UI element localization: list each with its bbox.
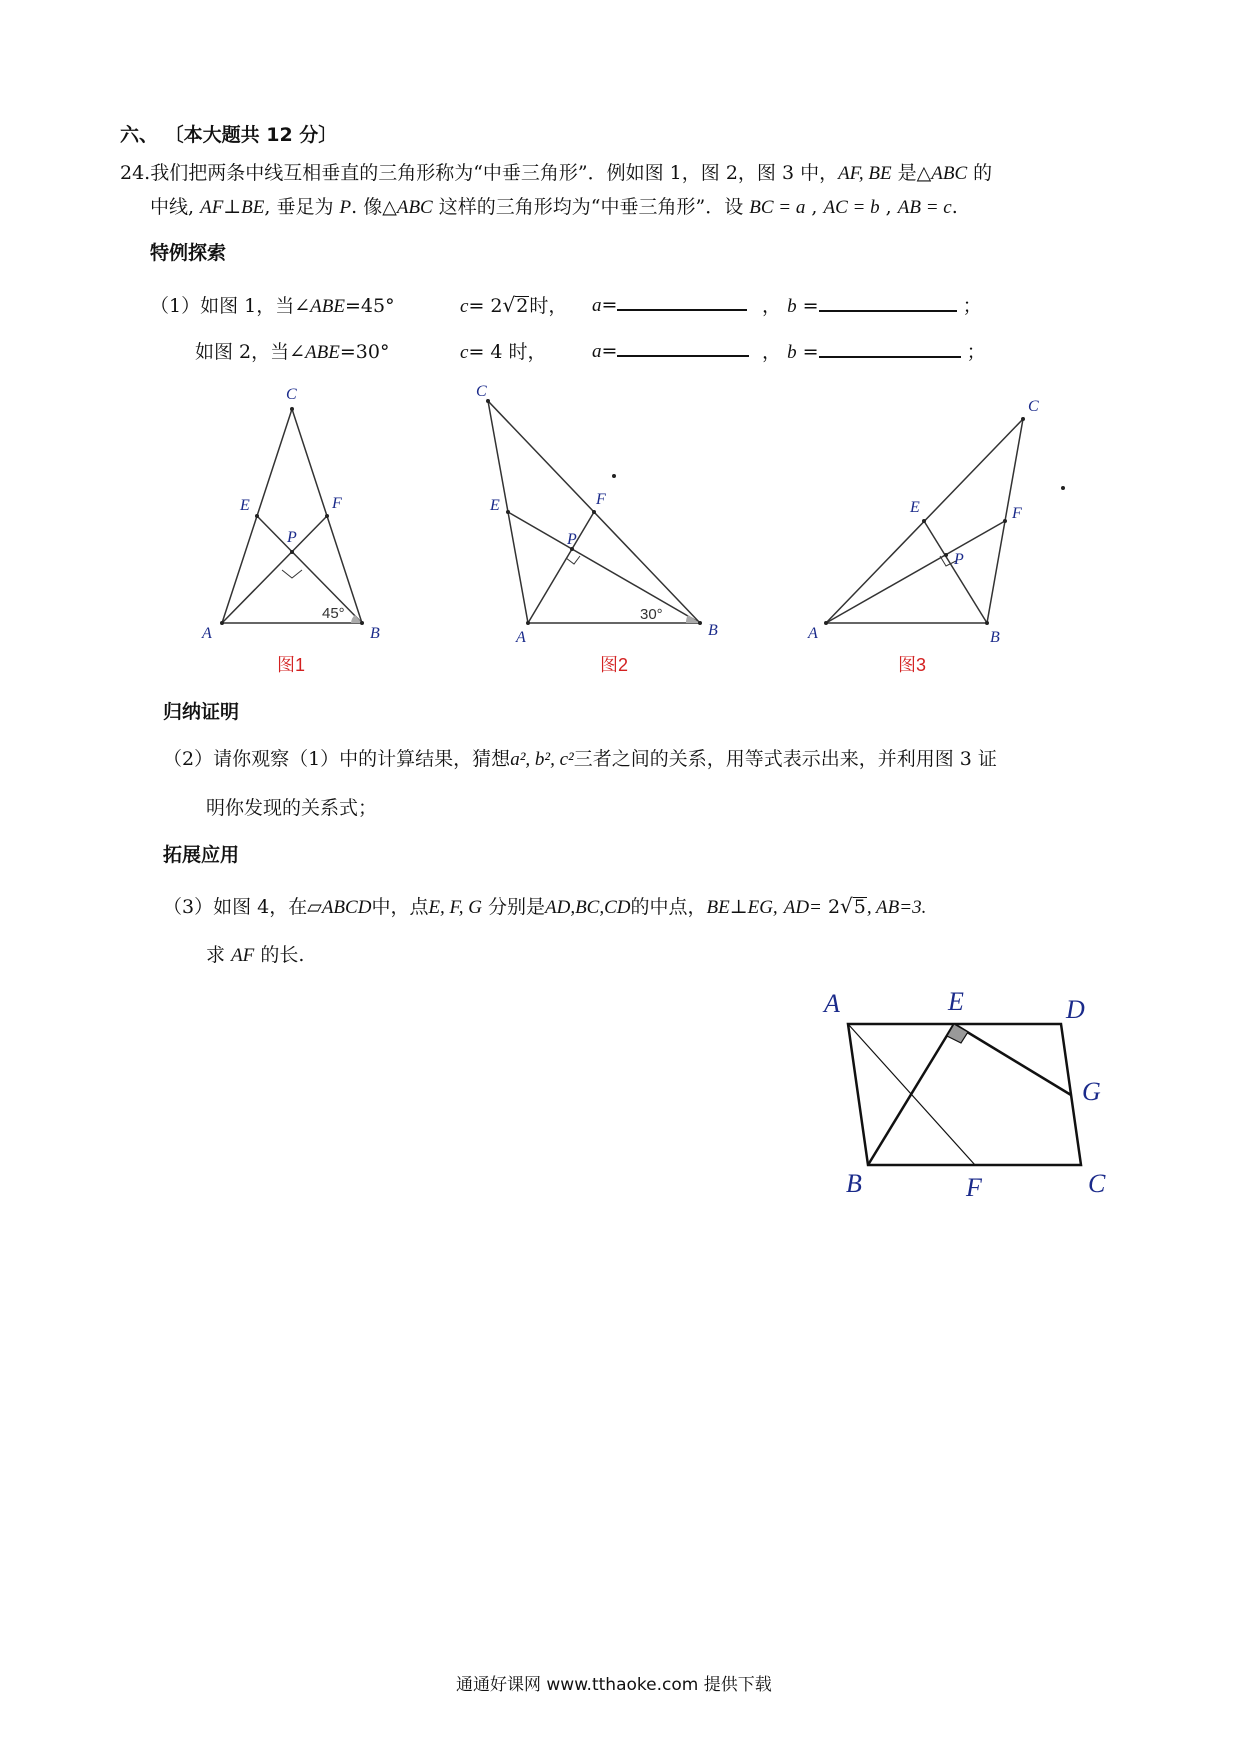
a-label-2: a <box>592 341 602 362</box>
fig3-label-p: P <box>954 551 964 568</box>
fig2-label-b: B <box>708 622 718 639</box>
fig3-label-c: C <box>1028 398 1039 415</box>
angle-30-value: =30° <box>339 341 390 363</box>
fig1-label-c: C <box>286 386 297 403</box>
fig2-label-e: E <box>490 497 500 514</box>
q3-text-2: 中，点 <box>371 896 429 918</box>
a-eq-2: = <box>601 340 618 362</box>
a-label-1: a <box>592 295 602 316</box>
fig2-label-c: C <box>476 383 487 400</box>
intro-median: 中线, <box>150 196 195 218</box>
section-heading <box>120 120 337 147</box>
fig3-label-f: F <box>1012 505 1022 522</box>
fig4-label-b: B <box>846 1169 862 1198</box>
intro-foot: , 垂足为 <box>264 196 334 218</box>
fig2-label-f: F <box>596 491 606 508</box>
footer-text: 通通好课网 www.tthaoke.com 提供下载 <box>456 1675 772 1695</box>
c-label-2: c <box>460 342 469 363</box>
b-eq-2: = <box>802 341 819 363</box>
figure-4 <box>800 985 1140 1205</box>
intro-text: 我们把两条中线互相垂直的三角形称为“中垂三角形”．例如图 1，图 2，图 3 中， <box>150 162 839 184</box>
q2-line1 <box>163 744 997 771</box>
fig1-label-b: B <box>370 625 380 642</box>
fig3-label-b: B <box>990 629 1000 646</box>
b-label-2: b <box>787 342 797 363</box>
c-label: c <box>460 296 469 317</box>
q1-line1 <box>150 291 395 318</box>
q1-c-value: c= 2√2时， <box>460 293 568 317</box>
semicolon-1: ； <box>962 295 982 317</box>
fig4-label-f: F <box>966 1173 982 1202</box>
q1-a-answer-2 <box>592 337 749 363</box>
answer-blank-b1[interactable] <box>819 292 957 312</box>
def-ab: AB = c <box>897 197 952 218</box>
fig4-label-d: D <box>1066 995 1085 1024</box>
q3-line1: （3）如图 4，在▱ABCD中，点E, F, G 分别是AD,BC,CD的中点，BE⊥EG, AD= 2√5, AB=3. <box>163 894 927 918</box>
q3-ad-coef: 2 <box>827 896 841 918</box>
q1-b-answer <box>762 291 982 318</box>
answer-blank-b2[interactable] <box>819 338 961 358</box>
fig1-label-e: E <box>240 497 250 514</box>
q3-points: E, F, G <box>428 897 482 918</box>
fig2-angle-label: 30° <box>640 606 663 623</box>
fig1-label-f: F <box>332 495 342 512</box>
q3-ask-end: 的长. <box>260 944 305 966</box>
sep-2: , <box>885 196 892 218</box>
triangle-label-2: ABC <box>396 197 433 218</box>
problem-number: 24. <box>120 162 151 184</box>
b-label-1: b <box>787 296 797 317</box>
c-eq-2: = 4 <box>468 341 503 363</box>
intro-is: 是△ <box>897 162 932 184</box>
fig2-label-p: P <box>567 531 577 548</box>
part-title-proof: 归纳证明 <box>163 701 240 723</box>
q3-perp: BE⊥EG, <box>706 897 778 918</box>
q3-ask: 求 <box>206 944 226 966</box>
def-end: . <box>951 196 958 218</box>
q2-line2: 明你发现的关系式； <box>206 797 378 819</box>
when-2: 时， <box>508 341 547 363</box>
q3-text-3: 分别是 <box>487 896 545 918</box>
fig2-label-a: A <box>516 629 526 646</box>
fig1-caption: 图1 <box>277 655 306 675</box>
q2-text-1: （2）请你观察（1）中的计算结果，猜想 <box>163 748 511 770</box>
fig1-label-a: A <box>202 625 212 642</box>
problem-intro-line2 <box>150 192 958 219</box>
q1-a-answer <box>592 291 747 317</box>
medians-label: AF, BE <box>838 163 892 184</box>
fig1-angle-label: 45° <box>322 605 345 622</box>
def-ac: AC = b <box>823 197 880 218</box>
semicolon-2: ； <box>966 341 986 363</box>
fig4-label-c: C <box>1088 1169 1106 1198</box>
fig3-label-e: E <box>910 499 920 516</box>
triangle-label: ABC <box>931 163 968 184</box>
b-eq-1: = <box>802 295 819 317</box>
answer-blank-a2[interactable] <box>617 337 749 357</box>
fig4-label-e: E <box>948 987 964 1016</box>
intro-like: . 像△ <box>351 196 397 218</box>
sep-1: , <box>811 196 818 218</box>
problem-intro-line1 <box>120 158 992 185</box>
comma-1: ， <box>762 295 782 317</box>
fig4-label-g: G <box>1082 1077 1101 1106</box>
q3-text-1: （3）如图 4，在 <box>163 896 308 918</box>
q3-line2 <box>206 940 304 967</box>
angle-abe-2: ABE <box>305 342 340 363</box>
q1-line2 <box>195 337 390 364</box>
def-bc: BC = a <box>749 197 806 218</box>
fig3-label-a: A <box>808 625 818 642</box>
q2-vars: a², b², c² <box>510 749 574 770</box>
section-points: 〔本大题共 12 分〕 <box>164 124 338 146</box>
intro-of: 的 <box>973 162 993 184</box>
q3-midpoints: AD,BC,CD <box>545 897 631 918</box>
q1-line2-label: 如图 2，当∠ <box>195 341 306 363</box>
c-radicand: 2 <box>516 295 529 317</box>
fig2-caption: 图2 <box>600 655 629 675</box>
comma-2: ， <box>762 341 782 363</box>
angle-45-value: =45° <box>344 295 395 317</box>
q2-text-2: 三者之间的关系，用等式表示出来，并利用图 3 证 <box>573 748 997 770</box>
a-eq-1: = <box>601 294 618 316</box>
q3-text-4: 的中点， <box>630 896 707 918</box>
q3-af: AF <box>231 945 255 966</box>
q3-ad-radicand: 5 <box>853 896 866 918</box>
part-title-extension: 拓展应用 <box>163 844 240 866</box>
fig4-label-a: A <box>824 989 840 1018</box>
c-eq: = 2 <box>468 295 503 317</box>
q1-b-answer-2 <box>762 337 986 364</box>
q1-label: （1）如图 1，当∠ <box>150 295 311 317</box>
q3-parallelogram: ▱ABCD <box>307 897 372 918</box>
fig1-label-p: P <box>287 529 297 546</box>
section-number: 六、 <box>120 124 159 146</box>
q3-ad: AD= <box>783 897 822 918</box>
figures-1-3 <box>0 370 1240 690</box>
q1-c-value-2 <box>460 337 547 364</box>
figure-1 <box>222 409 362 623</box>
when-1: 时， <box>529 295 568 317</box>
q3-ab: , AB=3. <box>866 897 927 918</box>
fig3-caption: 图3 <box>898 655 927 675</box>
foot-point: P <box>339 197 352 218</box>
perp-label: AF⊥BE <box>200 197 265 218</box>
part-title-special: 特例探索 <box>150 242 227 264</box>
answer-blank-a1[interactable] <box>617 291 747 311</box>
angle-abe: ABE <box>310 296 345 317</box>
intro-def: 这样的三角形均为“中垂三角形”．设 <box>438 196 744 218</box>
